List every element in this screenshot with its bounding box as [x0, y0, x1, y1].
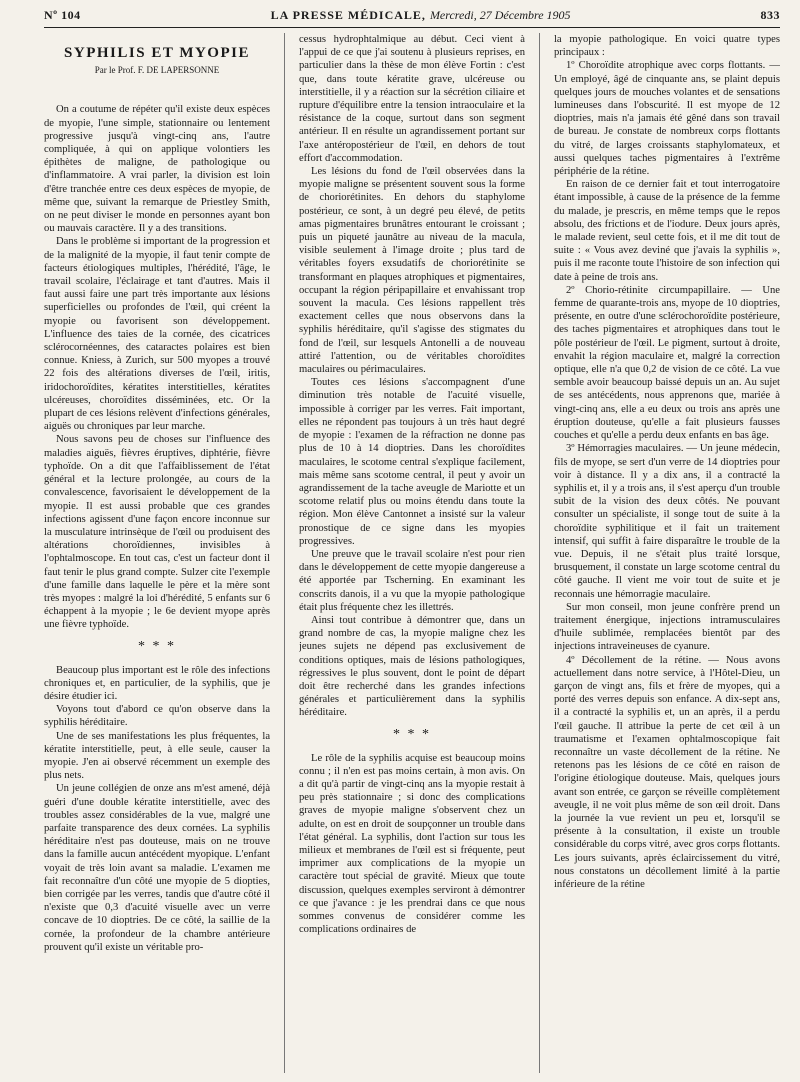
- page-number: 833: [760, 8, 780, 22]
- issue-date: Mercredi, 27 Décembre 1905: [429, 8, 571, 22]
- journal-title: [271, 8, 571, 23]
- paragraph: Une de ses manifestations les plus fréquentes, la kératite interstitielle, peut, à elle seule, causer la myopie. J'en ai observé récemment un exemple des plus nets.: [44, 730, 271, 782]
- paragraph: Sur mon conseil, mon jeune confrère prend un traitement énergique, injections intramusculaires d'huile sublimée, remplacées bientôt par des injections intraveineuses de cyanure.: [553, 601, 780, 653]
- paragraph: Dans le problème si important de la progression et de la malignité de la myopie, il faut tenir compte de facteurs étiologiques multiples, l'hérédité, l'âge, le travail scolaire, l'éclairage et tant d'autres. Mais il faut aussi faire une part très importante aux lésions superficielles ou profondes de l'œil, qui créent la myopie ou favorisent son développement. L'influence des taies de la cornée, des cicatrices sclérocornéennes, des cataractes polaires est bien connue. Kniess, à Zurich, sur 500 myopes a trouvé 22 fois des altérations diverses de l'œil, iritis, iridochoroïdites, kératites interstitielles, kératites ulcéreuses, choroïdites disséminées, etc. Or la plupart de ces lésions relèvent d'infections générales, aiguës ou chroniques par leur marche.: [44, 236, 271, 433]
- column-1: [44, 33, 270, 1073]
- paragraph: la myopie pathologique. En voici quatre types principaux :: [553, 34, 780, 59]
- paragraph: On a coutume de répéter qu'il existe deux espèces de myopie, l'une simple, stationnaire ou lentement progressive jusqu'à vingt-cinq ans, l'autre compliquée, à qui on applique volontiers les épithètes de maligne, de pathologique ou d'inflammatoire. A vrai parler, la division est loin d'être tranchée entre ces deux espèces de myopie, de même que, suivant la remarque de Priestley Smith, on ne peut diviser le monde en personnes ayant bon ou mauvais caractère. Il y a des transitions.: [44, 104, 271, 235]
- paragraph: Les lésions du fond de l'œil observées dans la myopie maligne se présentent souvent sous la forme de choriorétinites. En dehors du staphylome postérieur, ce sont, à un degré peu élevé, de petits amas pigmentaires brunâtres entourant le croissant ; puis un piqueté jaunâtre au niveau de la macula, visible seulement à l'image droite ; plus tard de véritables foyers exsudatifs de choriorétinite se transformant en plaques atrophiques et pigmentaires, occupant la région péripapillaire et envahissant trop souvent la macula. Ces lésions rappellent très exactement celles que nous observons dans la syphilis héréditaire, qu'il s'agisse des stigmates du fond de l'œil, sur lesquels Antonelli a de nouveau attiré l'attention, ou de véritables choroïdites maculaires ou périmaculaires.: [298, 166, 526, 376]
- article-byline: Par le Prof. F. DE LAPERSONNE: [94, 65, 220, 76]
- paragraph: Beaucoup plus important est le rôle des infections chroniques et, en particulier, de la syphilis, que je désire étudier ici.: [44, 664, 271, 702]
- paragraph: Nous savons peu de choses sur l'influence des maladies aiguës, fièvres éruptives, diphtérie, fièvre typhoïde. On a dit que l'affaiblissement de l'état général et la lecture prolongée, au cours de la convalescence, favorisaient le développement de la myopie. Il est aussi probable que ces grandes infections agissent d'une façon encore inconnue sur la musculature intrinsèque de l'œil ou produisent des altérations choroïdiennes, invisibles à l'ophtalmoscope. En tout cas, c'est un facteur dont il faut tenir le plus grand compte. Sulzer cite l'exemple d'une famille dans laquelle le père et la mère sont très myopes : malgré la loi d'hérédité, 5 enfants sur 6 échappent à la myopie ; le 6e devient myope après une fièvre typhoïde.: [44, 434, 271, 631]
- journal-name: LA PRESSE MÉDICALE,: [270, 8, 426, 22]
- running-head: [44, 8, 780, 28]
- column-rule: [284, 33, 285, 1073]
- column-2: [299, 33, 525, 1073]
- paragraph: Toutes ces lésions s'accompagnent d'une diminution très notable de l'acuité visuelle, impossible à corriger par les verres. Fait important, elles ne répondent pas toujours à un très haut degré de myopie : l'examen de la réfraction ne donne pas plus de 10 à 14 dioptries. Dans les choroïdites maculaires, le scotome central s'explique facilement, mais même sans scotome central, il peut y avoir un agrandissement de la tache aveugle de Mariotte et un scotome relatif plus ou moins étendu dans toute la région. Mon élève Cantonnet a insisté sur la valeur pronostique de ce signe dans les myopies progressives.: [298, 377, 526, 547]
- paragraph: Ainsi tout contribue à démontrer que, dans un grand nombre de cas, la myopie maligne chez les jeunes sujets ne dépend pas exclusivement de conditions optiques, mais de lésions pathologiques, régressives le plus souvent, dont le point de départ doit être recherché dans les grandes infections générales et particulièrement dans la syphilis héréditaire.: [298, 614, 526, 719]
- article-title: SYPHILIS ET MYOPIE: [64, 45, 250, 61]
- paragraph: 3º Hémorragies maculaires. — Un jeune médecin, fils de myope, se sert d'un verre de 14 dioptries pour voir à distance. Il y a dix ans, il a contracté la syphilis et, il y a trois ans, il s'est aperçu d'un trouble subit de la vision des deux côtés. Ne pouvant consulter un spécialiste, il songe tout de suite à la choroïdite syphilitique et il fait un traitement intensif, qui suffit à faire disparaître le trouble de la vue. Depuis, il ne s'était plus traité lorsque, brusquement, il constate un large scotome central du côté gauche. Il vient me voir tout de suite et je reconnais une hémorragie maculaire.: [553, 443, 780, 600]
- article-columns: [44, 33, 780, 1073]
- paragraph: Une preuve que le travail scolaire n'est pour rien dans le développement de cette myopie dangereuse a été apportée par Tscherning. En examinant les conscrits danois, il a vu que la myopie pathologique était plus fréquente chez les illettrés.: [298, 548, 526, 613]
- section-separator: * * *: [393, 726, 431, 742]
- issue-number: Nº 104: [44, 8, 81, 22]
- paragraph: 4º Décollement de la rétine. — Nous avons actuellement dans notre service, à l'Hôtel-Dieu, un garçon de vingt ans, fils et frère de myopes, qui a porté des verres depuis son enfance. A dix-sept ans, il a contracté la syphilis et, un an après, il a perdu l'œil gauche. Il attribue la perte de cet œil à un traumatisme et l'examen ophtalmoscopique fait reconnaître un vaste décollement de la rétine. Ne retenons pas les lésions de ce côté en raison de l'origine étiologique douteuse. Mais, quelques jours avant son entrée, ce garçon se réveille complètement aveugle, il ne voit plus même de son œil droit. Dans la journée la vue revient un peu et, lorsqu'il se présente à la consultation, il existe un trouble considérable du corps vitré, avec gros corps flottants. Les jours suivants, après éclaircissement du vitré, nous constatons un décollement limité à la partie inférieure de la rétine: [553, 654, 780, 890]
- paragraph: 1º Choroïdite atrophique avec corps flottants. — Un employé, âgé de cinquante ans, se plaint depuis quelques jours de mouches volantes et de sensations lumineuses dans l'obscurité. Il est myope de 12 dioptries, mais n'a jamais été gêné dans son travail de bureau. Je constate de nombreux corps flottants du vitré, de larges croissants staphylomateux, et aussi quelques taches pigmentaires à l'extrême périphérie de la rétine.: [553, 60, 780, 178]
- section-separator: * * *: [138, 638, 177, 654]
- paragraph: En raison de ce dernier fait et tout interrogatoire étant impossible, à cause de la présence de la femme du malade, je prescris, en même temps que le repos absolu, des frictions et de l'iodure. Deux jours après, le malade revient, seul cette fois, et il me dit tout de suite : « Vous avez deviné que j'avais la syphilis », puis il me raconte toute l'histoire de son infection qui date à peine de trois ans.: [553, 179, 780, 283]
- paragraph: cessus hydrophtalmique au début. Ceci vient à l'appui de ce que j'ai soutenu à plusieurs reprises, en particulier dans la thèse de mon élève Fortin : c'est que, dans toute kératite grave, ulcéreuse ou interstitielle, il y a réaction sur la sécrétion ciliaire et rupture d'équilibre entre la tension intraoculaire et la résistance de la coque, surtout dans son segment antérieur. Il en résulte un agrandissement portant sur l'axe antéropostérieur de l'œil, en dehors de tout effort d'accommodation.: [298, 34, 526, 164]
- column-rule: [539, 33, 540, 1073]
- paragraph: Un jeune collégien de onze ans m'est amené, déjà guéri d'une double kératite interstitielle, avec des troubles assez considérables de la vue, malgré une parfaite transparence des deux cornées. La syphilis héréditaire n'est pas douteuse, mais on ne trouve dans la famille aucun antécédent myopique. L'enfant voyait de très loin avant sa maladie. L'examen me fait reconnaître d'un côté une myopie de 5 diopties, bien corrigée par les verres, tandis que d'autre côté il n'existe que 0,3 d'acuité visuelle avec un verre concave de 10 dioptries. De ce côté, la saillie de la cornée, la profondeur de la chambre antérieure prouvent qu'il existe un véritable pro-: [44, 783, 271, 953]
- paragraph: 2º Chorio-rétinite circumpapillaire. — Une femme de quarante-trois ans, myope de 10 dioptries, présente, en outre d'une sclérochoroïdite postérieure, des taches pigmentaires et atrophiques dans tout le pôle postérieur de l'œil. Le pigment, surtout à droite, envahit la région maculaire et, malgré la correction optique, elle n'a que 0,2 de vision de ce côté. La vue semble avoir beaucoup baissé depuis un an. Au sujet de ses antécédents, nous apprenons que, mariée à vingt-cinq ans, elle a eu deux ou trois ans après une éruption douteuse, qu'elle a fait plusieurs fausses couches et qu'elle a perdu deux enfants en bas âge.: [553, 284, 780, 442]
- paragraph: Le rôle de la syphilis acquise est beaucoup moins connu ; il n'en est pas moins certain, à mon avis. On a dit qu'à partir de vingt-cinq ans la myopie restait à peu près stationnaire ; si donc des complications graves de myopie maligne s'observent chez un adulte, on est en droit de soupçonner un trouble dans l'état général. La syphilis, dont l'action sur tous les milieux et membranes de l'œil est si fréquente, peut imprimer aux complications de la myopie un caractère tout spécial de gravité. Mieux que toute discussion, quelques exemples serviront à démontrer ce que j'avance : je les prendrai dans ce que nous sommes convenus de considérer comme les complications ordinaires de: [298, 752, 526, 936]
- column-3: [554, 33, 780, 1073]
- paragraph: Voyons tout d'abord ce qu'on observe dans la syphilis héréditaire.: [44, 704, 271, 729]
